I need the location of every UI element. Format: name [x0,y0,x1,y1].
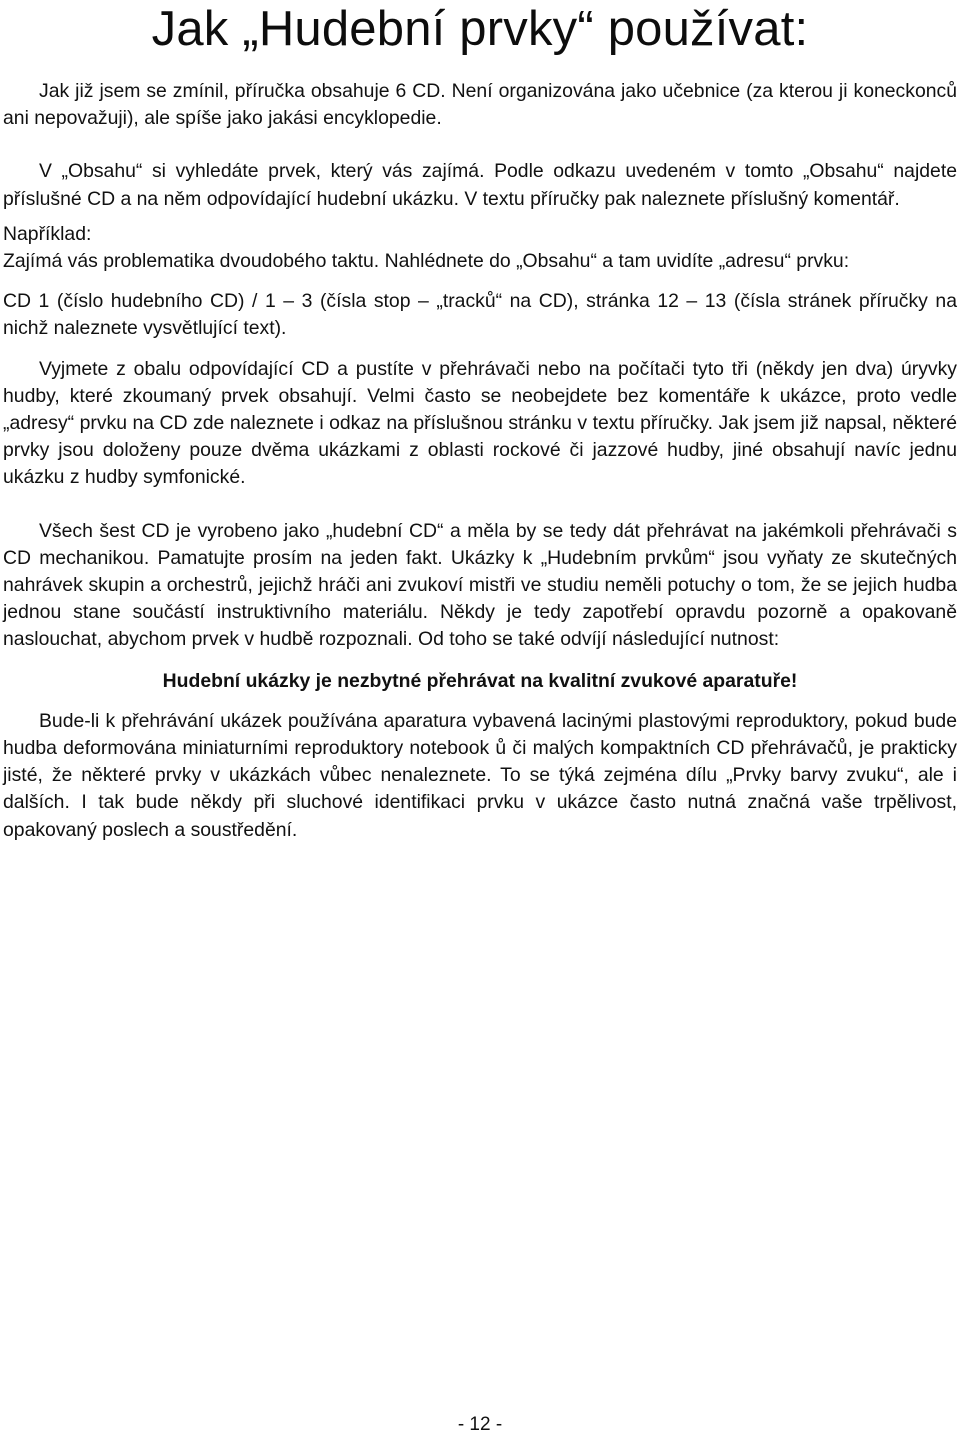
paragraph-address-format: CD 1 (číslo hudebního CD) / 1 – 3 (čísla stop – „tracků“ na CD), stránka 12 – 13 (čísla stránek příručky na nichž naleznete vysvětlující text). [3,290,957,340]
paragraph-example-text: Zajímá vás problematika dvoudobého taktu. Nahlédnete do „Obsahu“ a tam uvidíte „adresu“ prvku: [3,250,850,273]
page-number: - 12 - [457,1414,503,1435]
paragraph-cd-format: Všech šest CD je vyrobeno jako „hudební CD“ a měla by se tedy dát přehrávat na jakémkoli přehrávači s CD mechanikou. Pamatujte prosím na jeden fakt. Ukázky k „Hudebním prvkům“ jsou vyňaty ze skutečných nahrávek skupin a orchestrů, jejichž hráči ani zvukoví mistři ve studiu neměli potuchy o tom, že se jejich hudba jednou stane součástí instruktivního materiálu. Někdy je tedy zapotřebí opravdu pozorně a opakovaně naslouchat, abychom prvek v hudbě rozpoznali. Od toho se také odvíjí následující nutnost: [3,519,957,651]
page-title: Jak „Hudební prvky“ používat: [151,2,809,56]
paragraph-intro: Jak již jsem se zmínil, příručka obsahuje 6 CD. Není organizována jako učebnice (za kterou ji koneckonců ani nepovažuji), ale spíše jako jakási encyklopedie. [3,80,957,130]
document-body [3,78,957,844]
emphasis-statement: Hudební ukázky je nezbytné přehrávat na kvalitní zvukové aparatuře! [162,669,798,692]
paragraph-example-label: Například: [3,222,92,245]
paragraph-playback: Vyjmete z obalu odpovídající CD a pustíte v přehrávači nebo na počítači tyto tři (někdy jen dva) úryvky hudby, které zkoumaný prvek obsahují. Velmi často se neobejdete bez komentáře k ukázce, proto vedle „adresy“ prvku na CD zde naleznete i odkaz na příslušnou stránku v textu příručky. Jak jsem již napsal, některé prvky jsou doloženy pouze dvěma ukázkami z oblasti rockové či jazzové hudby, jiné obsahují navíc jednu ukázku z hudby symfonické. [3,357,957,489]
paragraph-equipment: Bude-li k přehrávání ukázek používána aparatura vybavená lacinými plastovými reproduktory, pokud bude hudba deformována miniaturními reproduktory notebook ů či malých kompaktních CD přehrávačů, je prakticky jisté, že některé prvky v ukázkách vůbec nenaleznete. To se týká zejména dílu „Prvky barvy zvuku“, ale i dalších. I tak bude někdy při sluchové identifikaci prvku v ukázce často nutná značná vaše trpělivost, opakovaný poslech a soustředění. [3,709,957,841]
paragraph-contents-usage: V „Obsahu“ si vyhledáte prvek, který vás zajímá. Podle odkazu uvedeném v tomto „Obsahu“ najdete příslušné CD a na něm odpovídající hudební ukázku. V textu příručky pak naleznete příslušný komentář. [3,160,957,210]
